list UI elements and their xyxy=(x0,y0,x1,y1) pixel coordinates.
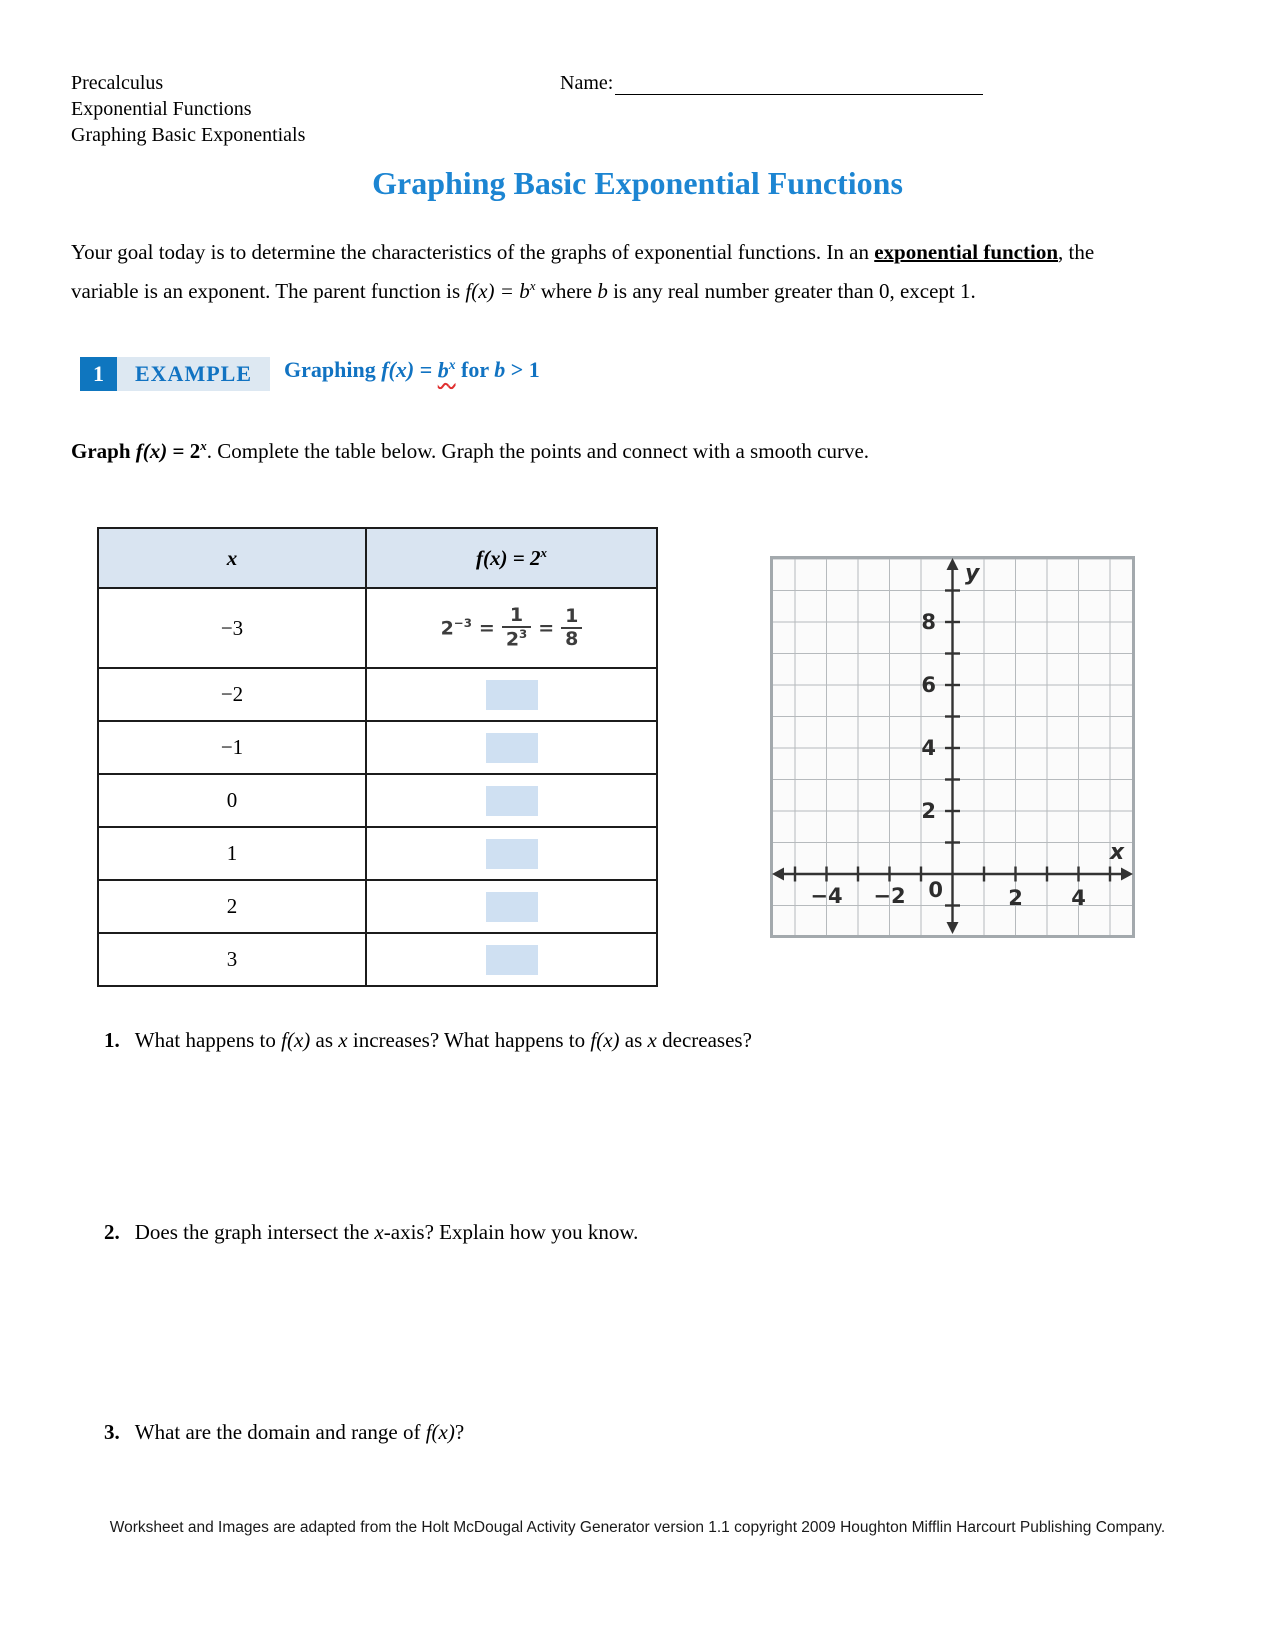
formula-base: f(x) = b xyxy=(465,279,530,303)
answer-box xyxy=(486,945,538,975)
fraction-numerator: 1 xyxy=(509,604,524,627)
name-row xyxy=(560,72,983,95)
example-title-eq: = xyxy=(414,357,438,383)
example-title-text: Graphing xyxy=(284,357,382,383)
answer-box xyxy=(486,892,538,922)
fraction-2 xyxy=(561,606,582,650)
math-fx: f(x) xyxy=(590,1028,620,1052)
table-row xyxy=(98,774,657,827)
table-row xyxy=(98,880,657,933)
answer-box xyxy=(486,786,538,816)
header-fx-base: f(x) = 2 xyxy=(476,546,541,570)
exponent-x: x xyxy=(448,357,456,372)
table-row xyxy=(98,933,657,986)
math-fx: f(x) xyxy=(281,1028,311,1052)
y-tick-2: 2 xyxy=(921,799,936,823)
intro-text: , the variable is an exponent. The parent function is xyxy=(71,240,1095,303)
answer-cell xyxy=(366,774,657,827)
answer-cell xyxy=(366,827,657,880)
intro-key-term: exponential function xyxy=(874,240,1059,264)
den-base: 2 xyxy=(505,628,520,651)
name-label: Name: xyxy=(560,72,614,94)
example-number-badge: 1 xyxy=(80,357,117,391)
math-x: x xyxy=(374,1220,384,1244)
y-tick-6: 6 xyxy=(921,673,936,697)
table-row xyxy=(98,827,657,880)
fraction-1 xyxy=(502,605,531,650)
x-value-cell: 3 xyxy=(98,933,366,986)
task-graph-word: Graph xyxy=(71,439,136,463)
question-number: 2. xyxy=(104,1220,120,1244)
x-axis-label: x xyxy=(1109,840,1125,865)
question-text: What happens to xyxy=(134,1028,282,1052)
formula-exponent: x xyxy=(529,278,536,293)
fraction-denominator xyxy=(502,626,531,650)
table-header-row xyxy=(98,528,657,588)
worked-expression xyxy=(441,605,583,650)
worked-exponent: −3 xyxy=(453,616,472,631)
x-value-cell: 2 xyxy=(98,880,366,933)
worked-base-num: 2 xyxy=(440,617,454,640)
example-title-bx xyxy=(438,357,456,383)
page-title: Graphing Basic Exponential Functions xyxy=(372,165,903,201)
example-title-cond: > 1 xyxy=(505,357,540,383)
task-eq2: = 2 xyxy=(167,439,201,463)
task-fx: f(x) xyxy=(135,439,168,463)
fraction-denominator: 8 xyxy=(561,627,582,650)
course-name: Precalculus xyxy=(71,72,164,94)
example-banner xyxy=(80,357,540,391)
x-tick-2: 2 xyxy=(1008,886,1023,910)
base-b: b xyxy=(437,357,449,383)
y-axis-label: y xyxy=(965,561,980,586)
course-header xyxy=(71,70,305,148)
question-text: increases? What happens to xyxy=(347,1028,591,1052)
task-instructions: . Complete the table below. Graph the points and connect with a smooth curve. xyxy=(206,439,870,463)
x-value-cell: −3 xyxy=(98,588,366,668)
coordinate-grid xyxy=(770,556,1135,938)
question-3 xyxy=(104,1420,464,1445)
question-number: 3. xyxy=(104,1420,120,1444)
x-value-cell: 0 xyxy=(98,774,366,827)
example-label: EXAMPLE xyxy=(117,357,270,391)
math-fx: f(x) xyxy=(425,1420,455,1444)
equals-sign: = xyxy=(538,616,555,639)
example-title-fx: f(x) xyxy=(381,357,415,383)
question-text: as xyxy=(310,1028,339,1052)
parent-function-formula xyxy=(465,279,535,303)
answer-cell xyxy=(366,668,657,721)
den-exponent: 3 xyxy=(519,627,528,642)
math-x: x xyxy=(647,1028,657,1052)
table-row xyxy=(98,588,657,668)
worked-answer-cell xyxy=(366,588,657,668)
worked-base xyxy=(441,616,472,639)
question-text: Does the graph intersect the xyxy=(134,1220,375,1244)
question-text: What are the domain and range of xyxy=(134,1420,426,1444)
x-value-cell: −1 xyxy=(98,721,366,774)
course-unit: Exponential Functions xyxy=(71,98,252,120)
example-title-for: for xyxy=(455,357,495,383)
answer-cell xyxy=(366,721,657,774)
x-value-cell: 1 xyxy=(98,827,366,880)
course-lesson: Graphing Basic Exponentials xyxy=(71,124,306,146)
question-number: 1. xyxy=(104,1028,120,1052)
y-tick-8: 8 xyxy=(921,610,936,634)
answer-box xyxy=(486,839,538,869)
answer-box xyxy=(486,733,538,763)
copyright-footer: Worksheet and Images are adapted from the Holt McDougal Activity Generator version 1.1 copyright 2009 Houghton Mifflin Harcourt Publishing Company. xyxy=(109,1519,1166,1536)
variable-b: b xyxy=(597,279,608,303)
x-tick-neg2: −2 xyxy=(873,884,906,908)
table-row xyxy=(98,721,657,774)
x-value-cell: −2 xyxy=(98,668,366,721)
math-x: x xyxy=(338,1028,348,1052)
question-text: decreases? xyxy=(656,1028,752,1052)
question-text: -axis? Explain how you know. xyxy=(383,1220,639,1244)
intro-paragraph xyxy=(71,236,1149,308)
header-x: x xyxy=(98,528,366,588)
example-table xyxy=(97,527,658,987)
example-title-b2: b xyxy=(494,357,506,383)
intro-text: where xyxy=(535,279,598,303)
x-tick-neg4: −4 xyxy=(810,884,843,908)
example-title xyxy=(284,357,540,391)
y-tick-4: 4 xyxy=(921,736,936,760)
fraction-numerator: 1 xyxy=(565,605,579,628)
question-2 xyxy=(104,1220,638,1245)
header-fx-exponent: x xyxy=(540,545,547,560)
task-exponent: x xyxy=(200,438,207,453)
answer-cell xyxy=(366,933,657,986)
answer-box xyxy=(486,680,538,710)
intro-text: Your goal today is to determine the characteristics of the graphs of exponential functions. In an xyxy=(71,240,875,264)
name-blank-line xyxy=(615,74,983,95)
intro-text: is any real number greater than 0, except 1. xyxy=(607,279,976,303)
x-tick-4: 4 xyxy=(1071,886,1086,910)
answer-cell xyxy=(366,880,657,933)
header-fx xyxy=(366,528,657,588)
question-text: as xyxy=(619,1028,648,1052)
origin-label: 0 xyxy=(928,878,943,902)
table-row xyxy=(98,668,657,721)
question-text: ? xyxy=(454,1420,465,1444)
question-1 xyxy=(104,1028,752,1053)
equals-sign: = xyxy=(478,616,495,639)
task-sentence xyxy=(71,438,869,464)
